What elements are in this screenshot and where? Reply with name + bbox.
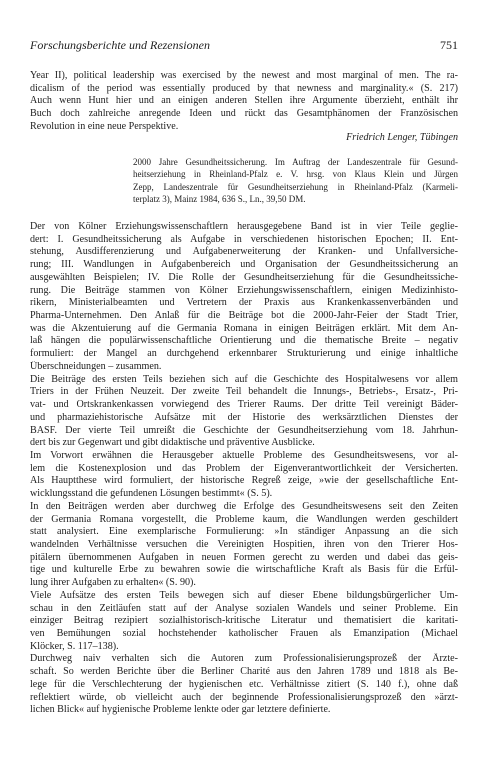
- citation-line: terplatz 3), Mainz 1984, 636 S., Ln., 39,50 DM.: [133, 194, 306, 205]
- text-line: Als Hauptthese wird formuliert, der historische Regreß zeige, »wie der gesellschaftliche Ent-: [30, 475, 458, 487]
- text-line: lem die Kostenexplosion und das Problem der Eigenverantwortlichkeit der Versicherten.: [30, 462, 458, 474]
- text-line: Triers in der Frühen Neuzeit. Der zweite Teil behandelt die Innungs-, Betriebs-, Ersatz-, Pri-: [30, 386, 458, 398]
- text-line: lege für die Verschlechterung der hygienischen etc. Verhältnisse zitiert (S. 140 f.), ohne daß: [30, 678, 458, 690]
- text-line: In den Beiträgen werden aber durchweg die Erfolge des Gesundheitswesens seit den Zeiten: [30, 500, 458, 512]
- text-line: ven Bemühungen sozial hochstehender katholischer Frauen als Emanzipation (Michael: [30, 628, 458, 639]
- text-line: Die Beiträge des ersten Teils beziehen sich auf die Geschichte des Hospitalwesens vor allem: [30, 373, 458, 385]
- text-line: und pharmaziehistorische Aufsätze mit der Historie des werksärztlichen Dienstes der: [30, 411, 458, 423]
- text-line: Überschneidungen – zusammen.: [30, 360, 162, 372]
- text-line: rikern, Ministerialbeamten und Vertretern der Praxis aus Krankenkassenverbänden und: [30, 297, 458, 309]
- text-line: Year II), political leadership was exercised by the newest and most marginal of men. The ra-: [30, 70, 458, 81]
- text-line: einziger Beitrag rezipiert sozialhistorisch-kritische Literatur und thematisiert die karitati-: [30, 615, 458, 627]
- page-header: [30, 38, 458, 54]
- text-line: schau in den Zeitläufen statt auf der Analyse sozialen Wandels und seiner Probleme. Ein: [30, 602, 458, 614]
- text-line: vat- und Ortskrankenkassen vorwiegend des Trierer Raums. Der dritte Teil vereinigt Bäder-: [30, 399, 458, 411]
- citation-line: 2000 Jahre Gesundheitssicherung. Im Auftrag der Landeszentrale für Gesund-: [133, 157, 458, 167]
- text-line: rung. Die Beiträge stammen von Kölner Erziehungswissenschaftlern, einigen Medizinhisto-: [30, 284, 458, 296]
- book-citation: [133, 156, 458, 206]
- text-line: Revolution in eine neue Perspektive.: [30, 120, 179, 132]
- text-line: lichen Blick« auf hygienische Probleme lenkte oder gar letztere definierte.: [30, 704, 331, 716]
- text-line: wicklungsstand die gefundenen Lösungen bestimmt« (S. 5).: [30, 488, 273, 500]
- running-head: Forschungsberichte und Rezensionen: [30, 38, 210, 52]
- text-line: formuliert: der Mangel an durchgehend erkennbarer Strukturierung und einige inhaltliche: [30, 348, 458, 360]
- text-line: lung ihrer Aufgaben zu erhalten« (S. 90).: [30, 577, 196, 589]
- text-line: statt analysiert. Eine exemplarische Formulierung: »In ständiger Anpassung an die sich: [30, 526, 458, 538]
- reviewer-signature: Friedrich Lenger, Tübingen: [346, 132, 458, 143]
- text-line: laß hängen die populärwissenschaftliche Orientierung und die thematische Breite – negativ: [30, 335, 458, 347]
- text-line: dert bis zur Gegenwart und gibt didaktische und präventive Ausblicke.: [30, 437, 315, 449]
- text-line: rung; III. Wandlungen in Aufgabenbereich und Organisation der Gesundheitssicherung an: [30, 259, 458, 271]
- text-line: Der von Kölner Erziehungswissenschaftlern herausgegebene Band ist in vier Teile geglie-: [30, 221, 458, 232]
- citation-line: heitserziehung in Rheinland-Pfalz e. V. hrsg. von Klaus Klein und Jürgen: [133, 169, 458, 180]
- text-line: reflektiert würde, ob vielleicht auch der beginnende Professionalisierungsprozeß den »ärzt-: [30, 691, 458, 703]
- text-line: dert: I. Gesundheitssicherung als Aufgabe in verschiedenen historischen Epochen; II. Ent-: [30, 233, 458, 245]
- text-line: ausgewählten Beispielen; IV. Die Rolle der Gesundheitserziehung für die Gesundheitssiche-: [30, 271, 458, 283]
- review-body: [30, 221, 458, 717]
- text-line: der Germania Romana vorgestellt, die Probleme kaum, die Wandlungen werden geschildert: [30, 513, 458, 525]
- lead-paragraph: [30, 70, 458, 134]
- text-line: schaft. So werden Berichte über die Berliner Charité aus den Jahren 1789 und 1818 als Be-: [30, 666, 458, 678]
- text-line: pitälern übernommenen Aufgaben in neuen Formen gerecht zu werden und dabei das geis-: [30, 551, 458, 563]
- text-line: tige und kulturelle Erbe zu bewahren sowie die wirtschaftliche Kraft als Basis für die Erfül-: [30, 564, 458, 576]
- text-line: Buch doch zahlreiche anregende Ideen und rückt das Gesamtphänomen der Französischen: [30, 108, 458, 120]
- citation-line: Zepp, Landeszentrale für Gesundheitserziehung in Rheinland-Pfalz (Karmeli-: [133, 181, 458, 192]
- text-line: Durchweg naiv verhalten sich die Autoren zum Professionalisierungsprozeß der Ärzte-: [30, 653, 458, 665]
- text-line: Auch wenn Hunt hier und an einigen anderen Stellen ihre Argumente überzieht, enthält ihr: [30, 95, 458, 107]
- text-line: Viele Aufsätze des ersten Teils bewegen sich auf dieser Ebene bildungsbürgerlicher Um-: [30, 589, 458, 601]
- text-line: wandelnden Verhältnisse versuchen die Vereinigten Hospitien, ihren von den Trierer Hos-: [30, 538, 458, 550]
- text-line: was die Akzentuierung auf die Germania Romana in einigen Beiträgen erklärt. Mit dem An-: [30, 322, 458, 334]
- text-line: Klöcker, S. 117–138).: [30, 640, 119, 652]
- text-line: stehung, Ausdifferenzierung und Aufgabenerweiterung der Kranken- und Unfallversiche-: [30, 246, 458, 258]
- text-line: dicalism of the period was essentially produced by that newness and marginality.« (S. 217): [30, 82, 458, 94]
- text-line: BASF. Der vierte Teil umreißt die Geschichte der Gesundheitserziehung vom 18. Jahrhun-: [30, 424, 458, 436]
- page-number: 751: [440, 38, 458, 52]
- text-line: Im Vorwort erwähnen die Herausgeber aktuelle Probleme des Gesundheitswesens, vor al-: [30, 449, 458, 461]
- text-line: Pharma-Unternehmen. Den Anlaß für die Beiträge bot die 2000-Jahr-Feier der Stadt Trier,: [30, 310, 458, 322]
